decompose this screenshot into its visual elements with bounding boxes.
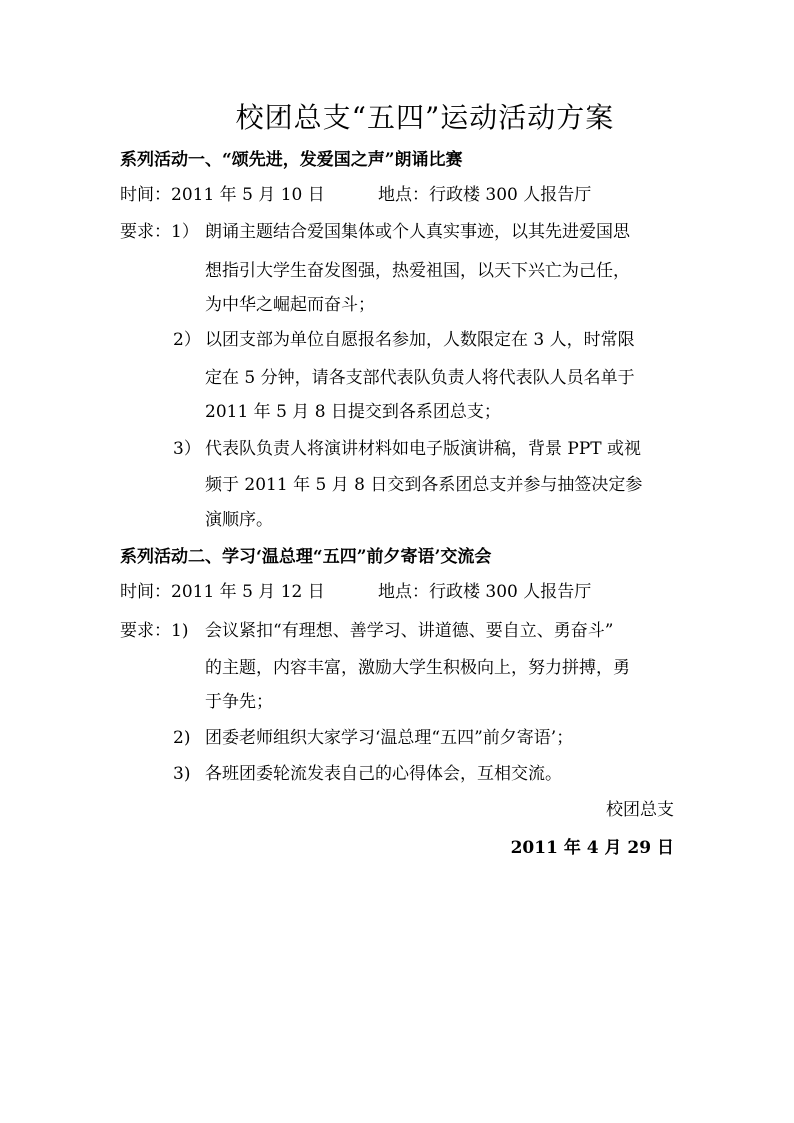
activity2-item1-line2: 的主题，内容丰富，激励大学生积极向上，努力拼搏，勇 xyxy=(205,658,630,678)
activity2-heading: 系列活动二、学习‘温总理“五四”前夕寄语’交流会 xyxy=(120,547,492,567)
activity2-meta xyxy=(120,580,592,604)
activity2-req-label: 要求：1) xyxy=(120,621,189,641)
signature-org: 校团总支 xyxy=(606,800,674,820)
activity1-item2-num: 2） xyxy=(173,330,201,350)
activity1-time: 时间：2011 年 5 月 10 日 xyxy=(120,185,325,205)
document-title: 校团总支“五四”运动活动方案 xyxy=(235,101,615,134)
activity1-item1-num: 1） xyxy=(171,222,199,242)
activity1-meta xyxy=(120,183,592,207)
activity1-item1-line2: 想指引大学生奋发图强，热爱祖国，以天下兴亡为己任， xyxy=(205,261,630,281)
activity1-heading: 系列活动一、“颂先进，发爱国之声”朗诵比赛 xyxy=(120,150,463,170)
activity2-time: 时间：2011 年 5 月 12 日 xyxy=(120,582,325,602)
activity1-item1-line1: 朗诵主题结合爱国集体或个人真实事迹，以其先进爱国思 xyxy=(205,222,630,242)
activity2-item2-num: 2) xyxy=(173,728,191,748)
activity1-item3-line3: 演顺序。 xyxy=(205,510,273,530)
activity1-item2-line2: 定在 5 分钟，请各支部代表队负责人将代表队人员名单于 xyxy=(205,368,635,388)
activity2-item1-num: 1) xyxy=(171,621,189,641)
activity2-item2-line1: 团委老师组织大家学习‘温总理“五四”前夕寄语’； xyxy=(205,728,574,748)
activity2-place: 地点：行政楼 300 人报告厅 xyxy=(378,582,592,602)
activity2-item1-line3: 于争先； xyxy=(205,692,273,712)
activity2-item1-line1: 会议紧扣“有理想、善学习、讲道德、要自立、勇奋斗” xyxy=(205,621,614,641)
activity1-item2-line3: 2011 年 5 月 8 日提交到各系团总支； xyxy=(205,402,501,422)
activity1-item1-line3: 为中华之崛起而奋斗； xyxy=(205,295,375,315)
activity1-item3-num: 3） xyxy=(173,439,201,459)
activity1-req-label: 要求：1） xyxy=(120,222,199,242)
activity1-place: 地点：行政楼 300 人报告厅 xyxy=(378,185,592,205)
signature-date: 2011 年 4 月 29 日 xyxy=(510,838,674,858)
activity2-item3-line1: 各班团委轮流发表自己的心得体会，互相交流。 xyxy=(205,764,562,784)
activity2-item3-num: 3) xyxy=(173,764,191,784)
activity1-item2-line1: 以团支部为单位自愿报名参加，人数限定在 3 人，时常限 xyxy=(205,330,635,350)
activity1-item3-line1: 代表队负责人将演讲材料如电子版演讲稿，背景 PPT 或视 xyxy=(205,439,642,459)
activity1-item3-line2: 频于 2011 年 5 月 8 日交到各系团总支并参与抽签决定参 xyxy=(205,475,643,495)
